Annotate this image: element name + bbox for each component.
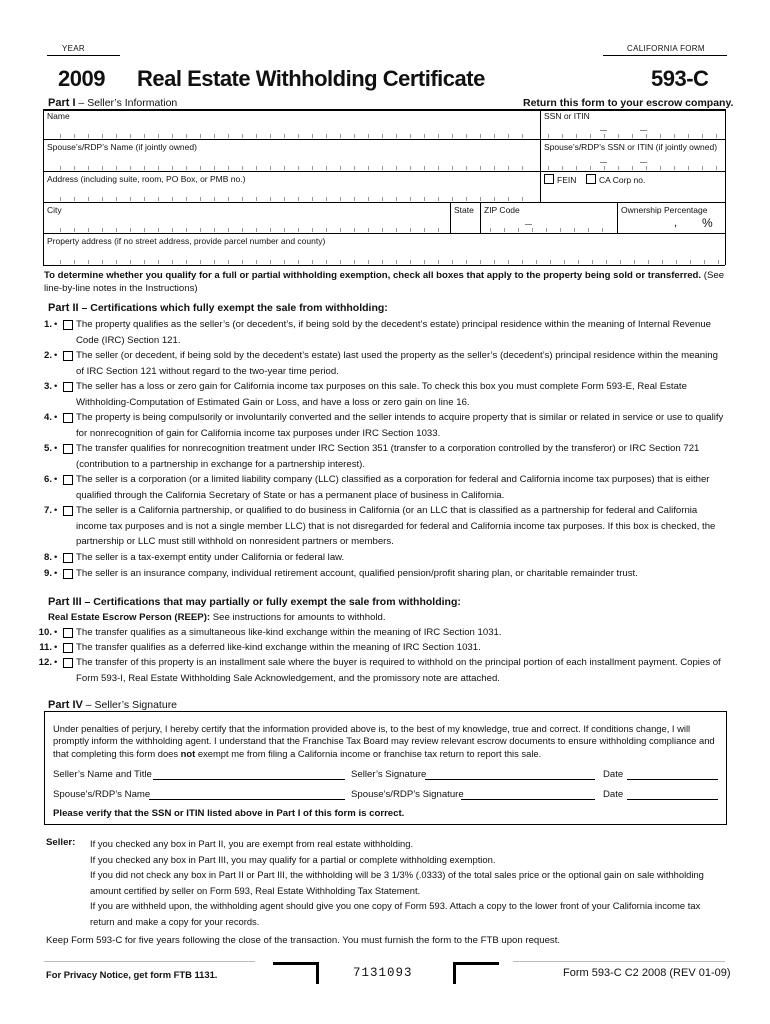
seller-note: If you did not check any box in Part II or Part III, the withholding will be 3 1/3% (.0333) of the total sales price or the optional gain on sale withholding amount certified by seller on Form 593, Real Estate Withholding Tax Statement. — [90, 869, 704, 896]
item-1-checkbox[interactable] — [63, 320, 73, 330]
grid-line — [43, 233, 725, 234]
grid-line — [540, 109, 541, 202]
year-label: YEAR — [62, 44, 85, 53]
keep-form-note: Keep Form 593-C for five years following the close of the transaction. You must furnish the form to the FTB upon request. — [46, 935, 561, 946]
name-label: Name — [47, 111, 70, 121]
spouse-name-label: Spouse’s/RDP’s Name (if jointly owned) — [47, 142, 197, 152]
form-reference: Form 593-C C2 2008 (REV 01-09) — [563, 967, 731, 979]
form-year: 2009 — [58, 66, 105, 91]
grid-line — [43, 202, 725, 203]
instructions-rest: (See line-by-line notes in the Instructions) — [44, 270, 725, 294]
item-number: 12. — [38, 657, 52, 668]
bullet-icon: • — [54, 412, 58, 423]
ownership-label: Ownership Percentage — [621, 205, 708, 215]
property-address-label: Property address (if no street address, provide parcel number and county) — [47, 236, 326, 246]
bullet-icon: • — [54, 657, 58, 668]
state-label: State — [454, 205, 474, 215]
grid-line — [617, 202, 618, 233]
item-9-checkbox[interactable] — [63, 569, 73, 579]
reep-rest: See instructions for amounts to withhold. — [210, 612, 386, 623]
bullet-icon: • — [54, 505, 58, 516]
form-label-rule — [603, 55, 727, 56]
spouse-date-input[interactable] — [627, 789, 718, 800]
part4-title — [48, 699, 177, 711]
property-address-entry-field[interactable] — [60, 260, 720, 264]
item-text: The seller is a California partnership, or qualified to do business in California (or an LLC that is classified as a partnership for federal and California income tax purposes and is not a single member LLC) that is not disregarded for federal and California income tax purposes. If this box is checked, the partnership or LLC must still withhold on nonresident partners or members. — [76, 505, 716, 548]
fein-checkbox[interactable] — [544, 174, 554, 184]
bullet-icon: • — [54, 381, 58, 392]
perjury-text-a: Under penalties of perjury, I hereby certify that the information provided above is, to the best of my knowledge, true and correct. If conditions change, I will promptly inform the withholding agent. I understand that the Franchise Tax Board may review relevant escrow documents to ensure withholding compliance and that completing this form does — [53, 723, 715, 759]
seller-date-input[interactable] — [627, 769, 718, 780]
item-6-checkbox[interactable] — [63, 475, 73, 485]
grid-line — [725, 109, 726, 265]
part3-item-12 — [28, 655, 728, 686]
verify-ssn-note: Please verify that the SSN or ITIN listed above in Part I of this form is correct. — [53, 808, 405, 819]
ownership-comma: , — [674, 217, 678, 229]
perjury-not: not — [180, 747, 196, 759]
city-label: City — [47, 205, 62, 215]
item-number: 4. — [43, 412, 52, 423]
item-text: The property qualifies as the seller’s (or decedent’s, if being sold by the decedent’s estate) principal residence within the meaning of Internal Revenue Code (IRC) Section 121. — [76, 319, 711, 346]
seller-name-label: Seller’s Name and Title — [53, 769, 152, 780]
part2-item-1 — [28, 317, 728, 348]
instructions-bold: To determine whether you qualify for a full or partial withholding exemption, check all boxes that apply to the property being sold or transferred. — [44, 270, 702, 281]
form-barcode-number: 7131093 — [353, 966, 413, 980]
registration-mark-left — [453, 962, 499, 984]
spouse-ssn-entry-field[interactable] — [548, 166, 720, 170]
part1-title — [48, 97, 177, 109]
item-text: The seller (or decedent, if being sold by the decedent’s estate) last used the property as the seller’s (decedent’s) principal residence within the meaning of IRC Section 121 without regard to the two-year time period. — [76, 350, 718, 377]
seller-notes-label: Seller: — [46, 837, 76, 848]
bullet-icon: • — [54, 350, 58, 361]
item-8-checkbox[interactable] — [63, 553, 73, 563]
item-number: 8. — [43, 552, 52, 563]
part2-title-rest: – Certifications which fully exempt the sale from withholding: — [78, 302, 388, 314]
spouse-name-entry-field[interactable] — [60, 166, 535, 170]
privacy-notice: For Privacy Notice, get form FTB 1131. — [46, 969, 218, 980]
part4-title-rest: – Seller’s Signature — [82, 699, 178, 711]
seller-date-label: Date — [603, 769, 624, 780]
item-7-checkbox[interactable] — [63, 506, 73, 516]
seller-note: If you checked any box in Part II, you are exempt from real estate withholding. — [90, 838, 414, 849]
footer-rule-right — [513, 961, 725, 962]
spouse-name-sig-label: Spouse’s/RDP’s Name — [53, 789, 151, 800]
item-number: 3. — [43, 381, 52, 392]
spouse-signature-label: Spouse’s/RDP’s Signature — [351, 789, 464, 800]
item-4-checkbox[interactable] — [63, 413, 73, 423]
perjury-statement — [53, 723, 719, 760]
grid-line — [43, 109, 44, 265]
item-text: The seller is a corporation (or a limited liability company (LLC) classified as a corporation for federal and California income tax purposes) that is either qualified through the California Secretary of State or has a permanent place of business in California. — [76, 474, 710, 501]
year-label-rule — [47, 55, 120, 56]
item-text: The transfer of this property is an installment sale where the buyer is required to withhold on the principal portion of each installment payment. Copies of Form 593-I, Real Estate Withholding Sale Acknowledgement, and the promissory note are attached. — [76, 657, 721, 684]
zip-entry-field[interactable] — [490, 228, 612, 232]
ssn-dash — [600, 162, 607, 163]
address-label: Address (including suite, room, PO Box, or PMB no.) — [47, 174, 246, 184]
grid-line — [43, 265, 725, 266]
item-text: The transfer qualifies as a simultaneous like-kind exchange within the meaning of IRC Section 1031. — [76, 627, 502, 638]
form-title: Real Estate Withholding Certificate — [137, 66, 485, 91]
perjury-text-b: exempt me from filing a California income or franchise tax return to report this sale. — [195, 747, 542, 759]
california-form-label: CALIFORNIA FORM — [627, 44, 705, 53]
part2-item-2 — [28, 348, 728, 379]
seller-signature-label: Seller’s Signature — [351, 769, 427, 780]
item-number: 1. — [43, 319, 52, 330]
item-text: The seller is an insurance company, individual retirement account, qualified pension/profit sharing plan, or charitable remainder trust. — [76, 568, 638, 579]
bullet-icon: • — [54, 568, 58, 579]
part2-item-3 — [28, 379, 728, 410]
item-number: 11. — [39, 642, 52, 653]
item-number: 6. — [43, 474, 52, 485]
item-number: 10. — [38, 627, 52, 638]
part3-title-part: Part III — [48, 596, 82, 608]
grid-line — [43, 171, 725, 172]
ownership-percent-sign: % — [702, 216, 713, 230]
part2-title — [48, 302, 388, 314]
spouse-signature-input[interactable] — [461, 789, 595, 800]
ssn-entry-field[interactable] — [548, 134, 720, 138]
part2-item-9 — [28, 566, 728, 582]
ca-corp-checkbox[interactable] — [586, 174, 596, 184]
ca-corp-label: CA Corp no. — [599, 175, 646, 185]
part3-item-10 — [28, 625, 728, 641]
seller-note: If you are withheld upon, the withholding agent should give you one copy of Form 593. Attach a copy to the lower front of your California income tax return and make a copy for your records. — [90, 900, 701, 927]
item-text: The transfer qualifies as a deferred like-kind exchange within the meaning of IRC Section 1031. — [76, 642, 481, 653]
registration-mark-right — [273, 962, 319, 984]
part2-item-5 — [28, 441, 728, 472]
name-entry-field[interactable] — [60, 134, 535, 138]
return-note: Return this form to your escrow company. — [523, 97, 734, 109]
footer-rule-left — [44, 961, 255, 962]
seller-notes — [90, 836, 722, 929]
fein-label: FEIN — [557, 175, 577, 185]
part3-title — [48, 596, 461, 608]
reep-bold: Real Estate Escrow Person (REEP): — [48, 612, 211, 623]
part4-title-part: Part IV — [48, 699, 83, 711]
grid-line — [480, 202, 481, 233]
exemption-instructions — [44, 270, 734, 295]
item-number: 2. — [43, 350, 52, 361]
ca-corp-option[interactable] — [586, 174, 645, 185]
part1-top-rule — [43, 109, 725, 111]
city-entry-field[interactable] — [60, 228, 445, 232]
seller-name-input[interactable] — [153, 769, 345, 780]
fein-option[interactable] — [544, 174, 576, 185]
zip-dash — [525, 224, 532, 225]
item-text: The property is being compulsorily or involuntarily converted and the seller intends to acquire property that is similar or related in service or use to qualify for nonrecognition of gain for California income tax purposes under IRC Section 1033. — [76, 412, 724, 439]
seller-note: If you checked any box in Part III, you may qualify for a partial or complete withholding exemption. — [90, 853, 496, 865]
bullet-icon: • — [54, 642, 58, 653]
spouse-name-input[interactable] — [149, 789, 345, 800]
part2-item-8 — [28, 550, 728, 566]
part3-title-rest: – Certifications that may partially or fully exempt the sale from withholding: — [81, 596, 461, 608]
spouse-date-label: Date — [603, 789, 624, 800]
item-10-checkbox[interactable] — [63, 628, 73, 638]
item-text: The seller is a tax-exempt entity under California or federal law. — [76, 552, 345, 563]
grid-line — [43, 139, 725, 140]
item-2-checkbox[interactable] — [63, 351, 73, 361]
zip-label: ZIP Code — [484, 205, 520, 215]
item-5-checkbox[interactable] — [63, 444, 73, 454]
part1-title-rest: – Seller’s Information — [75, 97, 178, 109]
part2-item-6 — [28, 472, 728, 503]
item-text: The seller has a loss or zero gain for California income tax purposes on this sale. To check this box you must complete Form 593-E, Real Estate Withholding-Computation of Estimated Gain or Loss, and have a loss or zero gain on line 16. — [76, 381, 687, 408]
item-12-checkbox[interactable] — [63, 658, 73, 668]
item-3-checkbox[interactable] — [63, 382, 73, 392]
item-number: 7. — [43, 505, 52, 516]
bullet-icon: • — [54, 552, 58, 563]
part2-item-4 — [28, 410, 728, 441]
reep-note — [48, 610, 386, 626]
item-number: 5. — [43, 443, 52, 454]
ssn-dash — [600, 130, 607, 131]
ssn-dash — [640, 130, 647, 131]
part2-item-7 — [28, 503, 728, 550]
part1-title-part: Part I — [48, 97, 76, 109]
form-number: 593-C — [651, 66, 709, 91]
item-number: 9. — [43, 568, 52, 579]
part3-item-11 — [28, 640, 728, 656]
grid-line — [450, 202, 451, 233]
item-text: The transfer qualifies for nonrecognition treatment under IRC Section 351 (transfer to a corporation controlled by the transferor) or IRC Section 721 (contribution to a partnership in exchange for a partnership interest). — [76, 443, 700, 470]
address-entry-field[interactable] — [60, 197, 535, 201]
spouse-ssn-label: Spouse’s/RDP’s SSN or ITIN (if jointly owned) — [544, 142, 718, 152]
part2-title-part: Part II — [48, 302, 79, 314]
bullet-icon: • — [54, 474, 58, 485]
bullet-icon: • — [54, 627, 58, 638]
bullet-icon: • — [54, 319, 58, 330]
seller-signature-input[interactable] — [425, 769, 595, 780]
ssn-dash — [640, 162, 647, 163]
bullet-icon: • — [54, 443, 58, 454]
ssn-label: SSN or ITIN — [544, 111, 590, 121]
item-11-checkbox[interactable] — [63, 643, 73, 653]
